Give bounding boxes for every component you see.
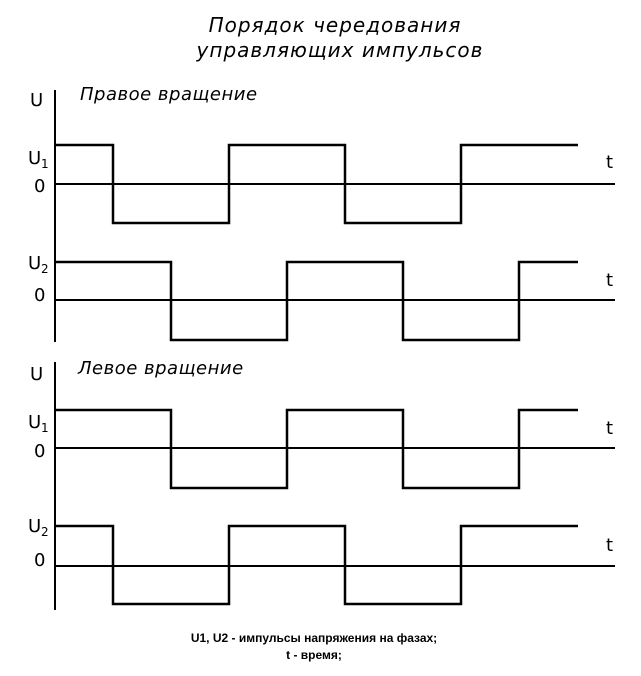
t-axis-label: t (606, 270, 614, 291)
section-label-left: Левое вращение (78, 358, 244, 379)
u1-label: U (28, 148, 42, 169)
zero-label: 0 (34, 285, 46, 306)
section-left-rotation (28, 358, 615, 610)
u2-label: U (28, 516, 42, 537)
t-axis-label: t (606, 535, 614, 556)
u1-label-subscript: 1 (41, 421, 49, 435)
caption-line-1: U1, U2 - импульсы напряжения на фазах; (190, 631, 438, 645)
section-right-rotation (28, 84, 615, 342)
u2-label-subscript: 2 (41, 525, 49, 539)
zero-label: 0 (34, 550, 46, 571)
u2-label: U (28, 253, 42, 274)
section-label-right: Правое вращение (80, 84, 258, 105)
title-line-1: Порядок чередования (208, 13, 462, 37)
t-axis-label: t (606, 418, 614, 439)
caption-line-2: t - время; (286, 648, 342, 662)
t-axis-label: t (606, 152, 614, 173)
title-line-2: управляющих импульсов (196, 38, 484, 62)
u-axis-label: U (30, 90, 44, 111)
zero-label: 0 (34, 441, 46, 462)
u1-label-subscript: 1 (41, 157, 49, 171)
u-axis-label: U (30, 364, 44, 385)
u2-label-subscript: 2 (41, 262, 49, 276)
zero-label: 0 (34, 176, 46, 197)
u1-label: U (28, 412, 42, 433)
